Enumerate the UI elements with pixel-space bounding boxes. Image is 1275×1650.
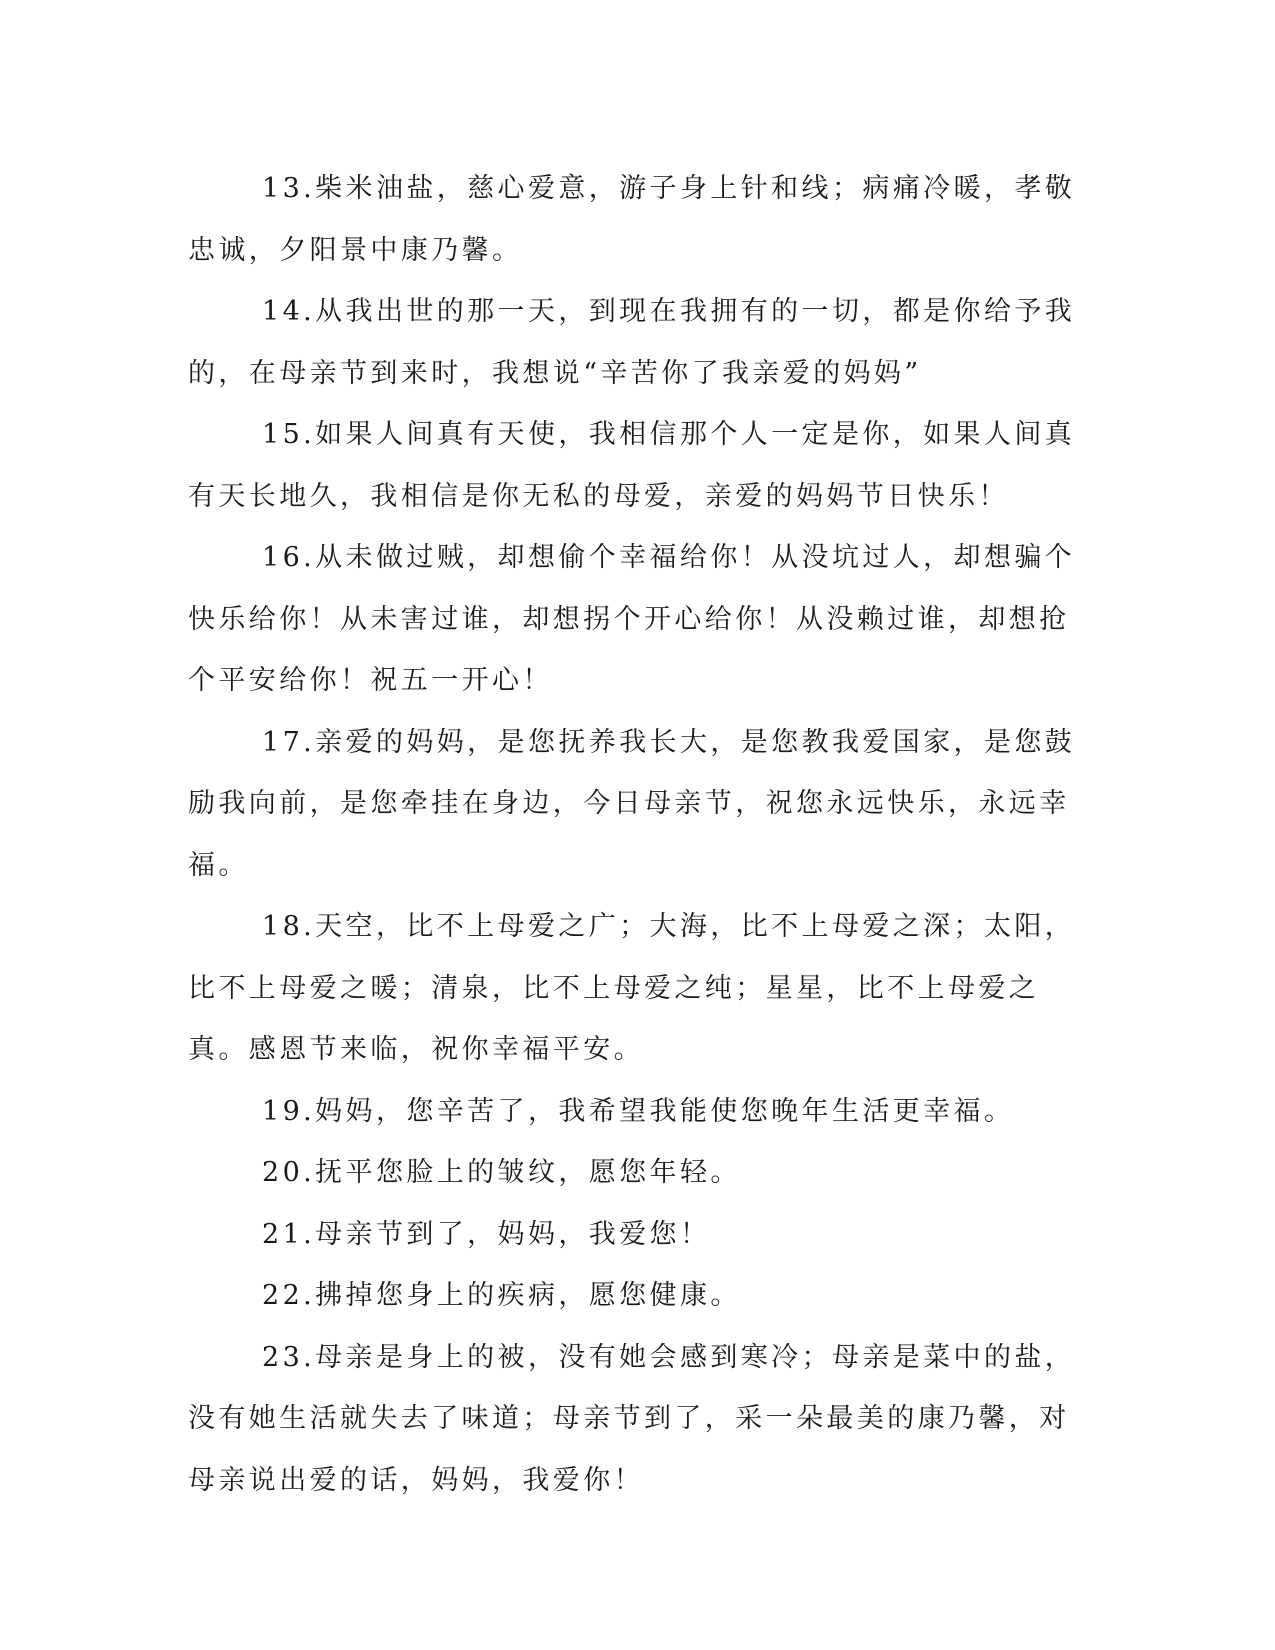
paragraph-18: 18.天空，比不上母爱之广；大海，比不上母爱之深；太阳，比不上母爱之暖；清泉，比不上母爱之纯；星星，比不上母爱之真。感恩节来临，祝你幸福平安。 xyxy=(188,911,1076,1065)
document-body xyxy=(188,158,1078,1511)
paragraph-15: 15.如果人间真有天使，我相信那个人一定是你，如果人间真有天长地久，我相信是你无私的母爱，亲爱的妈妈节日快乐！ xyxy=(188,419,1076,512)
paragraph-21: 21.母亲节到了，妈妈，我爱您！ xyxy=(262,1218,711,1250)
paragraph-23: 23.母亲是身上的被，没有她会感到寒冷；母亲是菜中的盐，没有她生活就失去了味道；母亲节到了，采一朵最美的康乃馨，对母亲说出爱的话，妈妈，我爱你！ xyxy=(188,1341,1076,1496)
paragraph-20: 20.抚平您脸上的皱纹，愿您年轻。 xyxy=(262,1157,741,1188)
paragraph-14: 14.从我出世的那一天，到现在我拥有的一切，都是你给予我的，在母亲节到来时，我想说“辛苦你了我亲爱的妈妈” xyxy=(188,296,1076,389)
paragraph-22: 22.拂掉您身上的疾病，愿您健康。 xyxy=(262,1280,741,1311)
paragraph-17: 17.亲爱的妈妈，是您抚养我长大，是您教我爱国家，是您鼓励我向前，是您牵挂在身边，今日母亲节，祝您永远快乐，永远幸福。 xyxy=(188,726,1076,881)
paragraph-13: 13.柴米油盐，慈心爱意，游子身上针和线；病痛冷暖，孝敬忠诚，夕阳景中康乃馨。 xyxy=(188,173,1076,266)
paragraph-19: 19.妈妈，您辛苦了，我希望我能使您晚年生活更幸福。 xyxy=(262,1095,1015,1127)
paragraph-16: 16.从未做过贼，却想偷个幸福给你！从没坑过人，却想骗个快乐给你！从未害过谁，却想拐个开心给你！从没赖过谁，却想抢个平安给你！祝五一开心！ xyxy=(188,542,1076,696)
